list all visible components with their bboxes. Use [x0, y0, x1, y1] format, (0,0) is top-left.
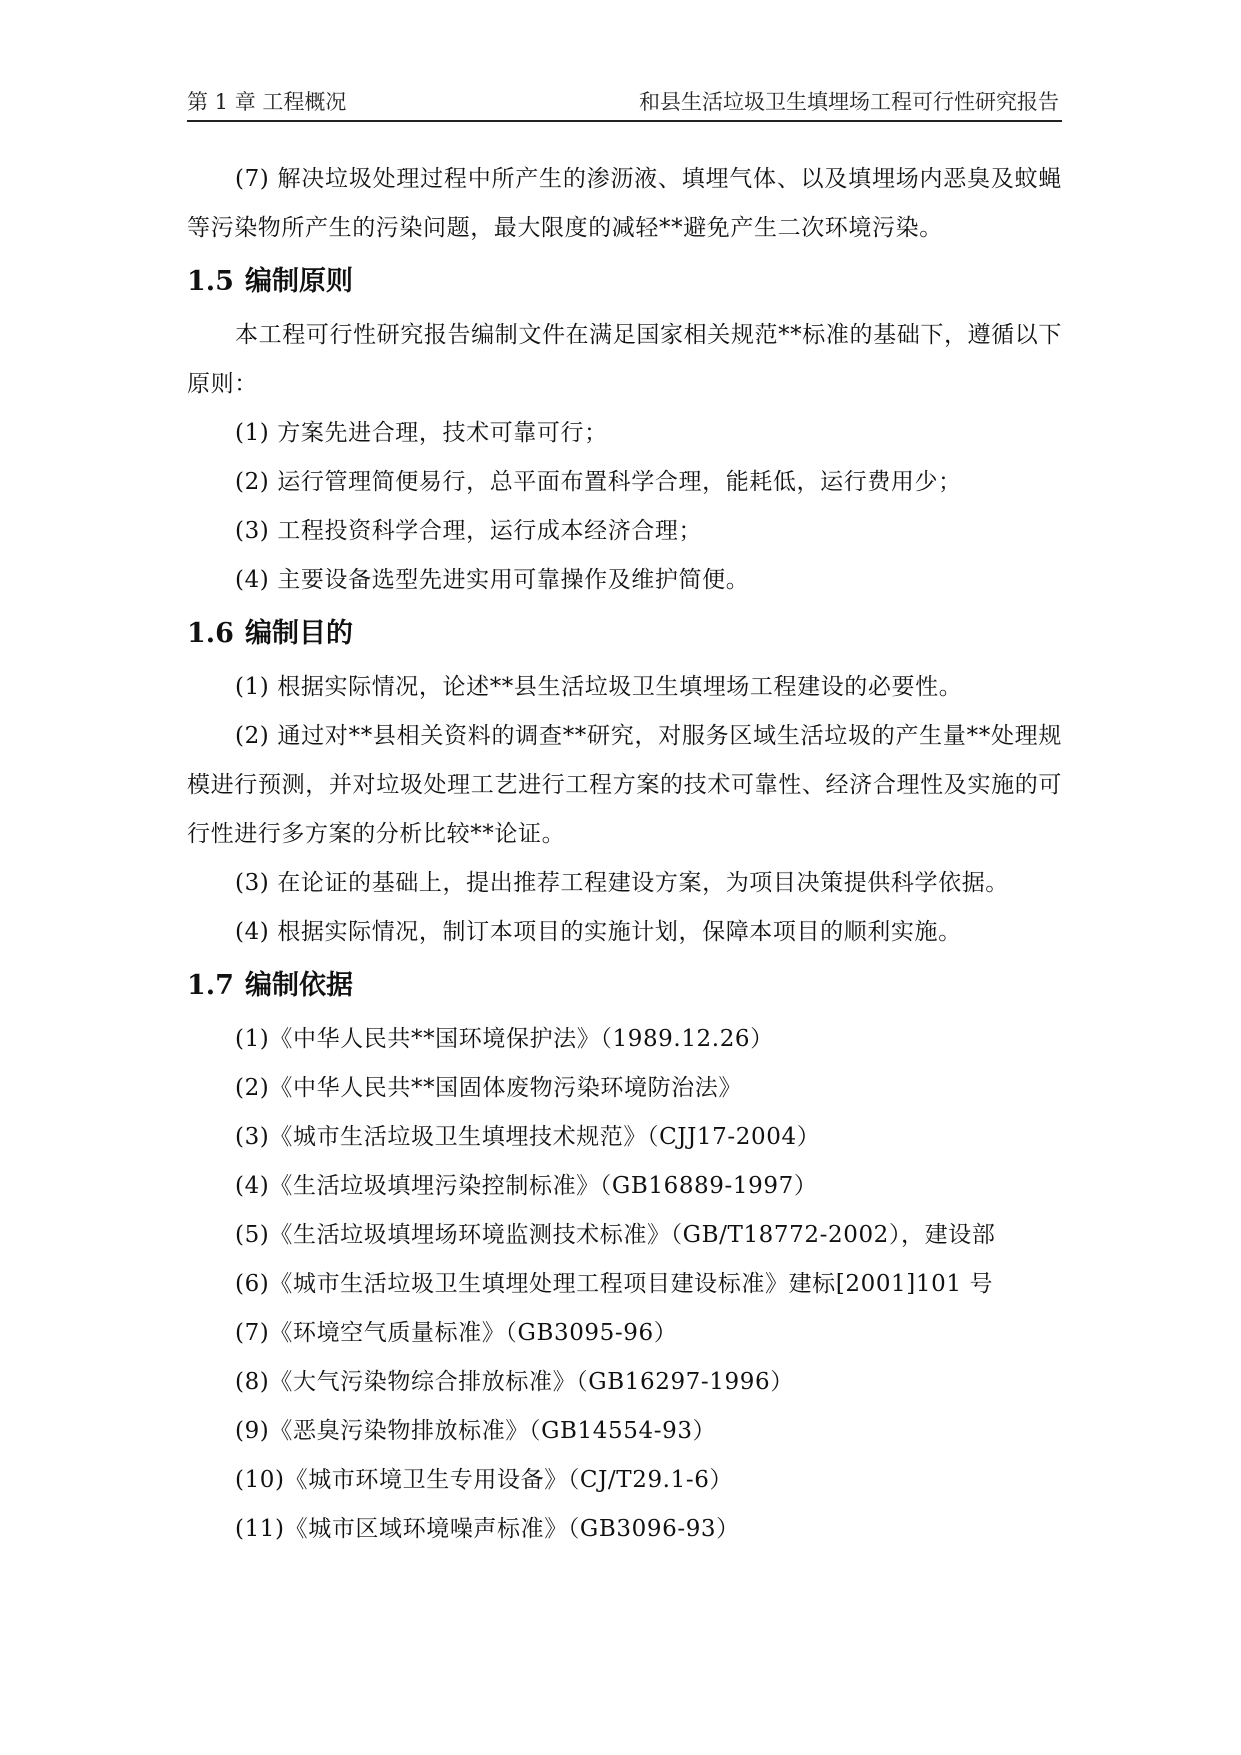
section-heading-1-7 — [187, 957, 1062, 1015]
reference-item: (5)《生活垃圾填埋场环境监测技术标准》（GB/T18772-2002），建设部 — [235, 1222, 996, 1248]
reference-item: (6)《城市生活垃圾卫生填埋处理工程项目建设标准》建标[2001]101 号 — [235, 1271, 994, 1297]
list-item: (4) 根据实际情况，制订本项目的实施计划，保障本项目的顺利实施。 — [235, 919, 962, 945]
header-report-title: 和县生活垃圾卫生填埋场工程可行性研究报告 — [639, 90, 1059, 114]
reference-item: (9)《恶臭污染物排放标准》（GB14554-93） — [235, 1418, 717, 1444]
principles-paragraph: 本工程可行性研究报告编制文件在满足国家相关规范**标准的基础下，遵循以下原则： — [187, 322, 1062, 397]
intro-item-7: (7) 解决垃圾处理过程中所产生的渗沥液、填埋气体、以及填埋场内恶臭及蚊蝇等污染物所产生的污染问题，最大限度的减轻**避免产生二次环境污染。 — [187, 166, 1062, 241]
section-title: 编制依据 — [245, 970, 353, 1001]
section-title: 编制原则 — [245, 266, 353, 297]
list-item: (3) 在论证的基础上，提出推荐工程建设方案，为项目决策提供科学依据。 — [235, 870, 1009, 896]
section-heading-1-6 — [187, 605, 1062, 663]
reference-item: (4)《生活垃圾填埋污染控制标准》（GB16889-1997） — [235, 1173, 818, 1199]
reference-item: (10)《城市环境卫生专用设备》（CJ/T29.1-6） — [235, 1467, 734, 1493]
list-item: (1) 根据实际情况，论述**县生活垃圾卫生填埋场工程建设的必要性。 — [235, 674, 963, 700]
section-title: 编制目的 — [245, 618, 353, 649]
section-number: 1.5 — [187, 266, 234, 297]
reference-item: (3)《城市生活垃圾卫生填埋技术规范》（CJJ17-2004） — [235, 1124, 821, 1150]
reference-item: (1)《中华人民共**国环境保护法》（1989.12.26） — [235, 1026, 774, 1052]
reference-item: (11)《城市区域环境噪声标准》（GB3096-93） — [235, 1516, 740, 1542]
list-item: (4) 主要设备选型先进实用可靠操作及维护简便。 — [235, 567, 750, 593]
list-item: (2) 运行管理简便易行，总平面布置科学合理，能耗低，运行费用少； — [235, 469, 962, 495]
list-item: (1) 方案先进合理，技术可靠可行； — [235, 420, 608, 446]
page-body — [187, 155, 1062, 1554]
reference-item: (7)《环境空气质量标准》（GB3095-96） — [235, 1320, 678, 1346]
section-number: 1.7 — [187, 970, 234, 1001]
page-header — [187, 86, 1062, 122]
section-number: 1.6 — [187, 618, 234, 649]
list-item: (3) 工程投资科学合理，运行成本经济合理； — [235, 518, 703, 544]
header-chapter: 第 1 章 工程概况 — [187, 90, 347, 114]
list-item: (2) 通过对**县相关资料的调查**研究，对服务区域生活垃圾的产生量**处理规模进行预测，并对垃圾处理工艺进行工程方案的技术可靠性、经济合理性及实施的可行性进行多方案的分析比较**论证。 — [187, 723, 1062, 847]
reference-item: (8)《大气污染物综合排放标准》（GB16297-1996） — [235, 1369, 794, 1395]
reference-item: (2)《中华人民共**国固体废物污染环境防治法》 — [235, 1075, 742, 1101]
section-heading-1-5 — [187, 253, 1062, 311]
